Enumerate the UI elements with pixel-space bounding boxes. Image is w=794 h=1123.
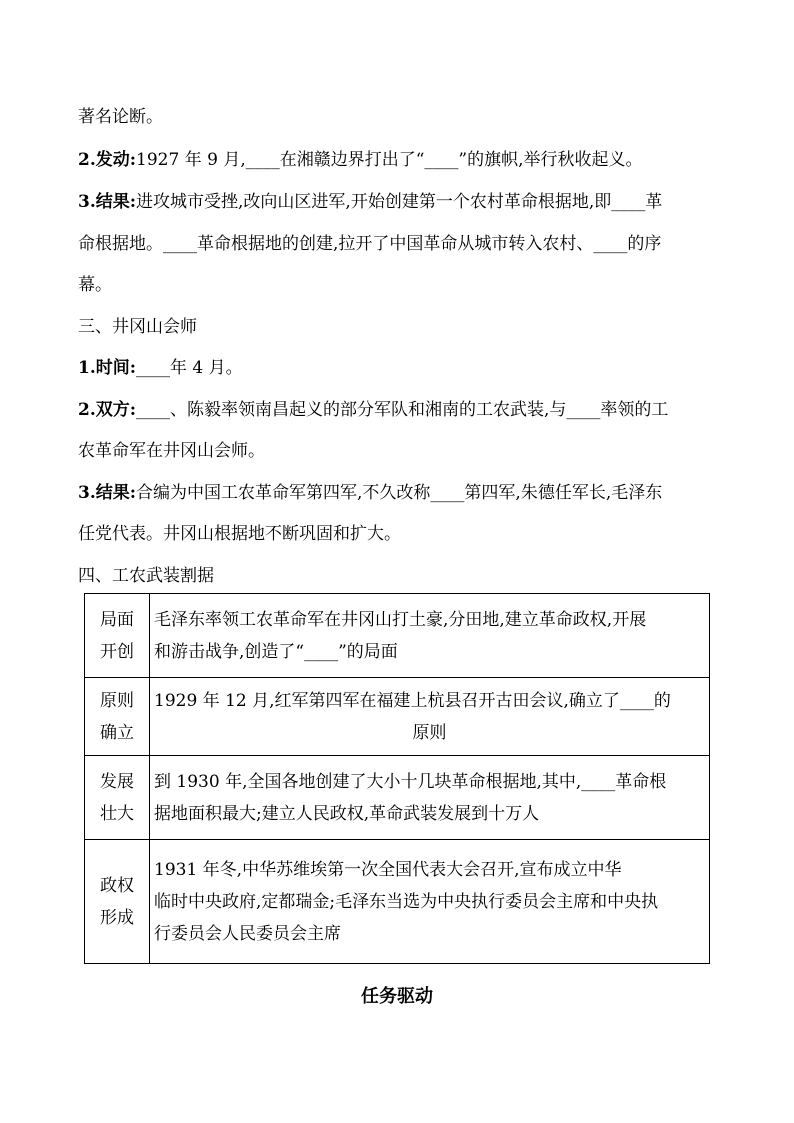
row-label <box>85 594 150 678</box>
item-result <box>78 191 662 213</box>
item-head: 2.发动: <box>78 150 137 170</box>
item-result <box>78 482 662 504</box>
content-line: 1931 年冬,中华苏维埃第一次全国代表大会召开,宣布成立中华 <box>154 859 622 880</box>
content-line: 临时中央政府,定都瑞金;毛泽东当选为中央执行委员会主席和中央执 <box>154 891 659 912</box>
item-time <box>78 357 243 379</box>
label-line: 确立 <box>100 722 134 743</box>
row-label <box>85 678 150 756</box>
section-heading: 四、工农武装割据 <box>78 566 214 586</box>
row-content <box>150 840 710 964</box>
item-body: 进攻城市受挫,改向山区进军,开始创建第一个农村革命根据地,即____革 <box>136 192 663 212</box>
row-content <box>150 678 710 756</box>
item-head: 3.结果: <box>78 192 137 212</box>
row-content <box>150 756 710 840</box>
label-line: 政权 <box>100 875 134 896</box>
item-body: 1927 年 9 月,____在湘赣边界打出了“____”的旗帜,举行秋收起义。 <box>136 150 643 170</box>
item-body: 合编为中国工农革命军第四军,不久改称____第四军,朱德任军长,毛泽东 <box>136 483 663 503</box>
row-content <box>150 594 710 678</box>
text-line: 农革命军在井冈山会师。 <box>78 441 265 461</box>
item-parties <box>78 399 668 421</box>
label-line: 局面 <box>100 609 134 630</box>
label-line: 形成 <box>100 907 134 928</box>
label-line: 开创 <box>100 641 134 662</box>
content-line: 据地面积最大;建立人民政权,革命武装发展到十万人 <box>154 803 540 824</box>
row-label <box>85 840 150 964</box>
label-line: 原则 <box>100 690 134 711</box>
text-line: 著名论断。 <box>78 107 163 127</box>
item-body: ____年 4 月。 <box>136 358 243 378</box>
item-launch <box>78 149 643 171</box>
item-body: ____、陈毅率领南昌起义的部分军队和湘南的工农武装,与____率领的工 <box>136 400 669 420</box>
content-line: 毛泽东率领工农革命军在井冈山打土豪,分田地,建立革命政权,开展 <box>154 609 647 630</box>
section-title: 任务驱动 <box>361 986 433 1007</box>
table-row <box>85 840 710 964</box>
summary-table <box>84 593 710 964</box>
text-line: 幕。 <box>78 275 112 295</box>
content-line: 1929 年 12 月,红军第四军在福建上杭县召开古田会议,确立了____的 <box>154 690 671 711</box>
row-label <box>85 756 150 840</box>
text-line: 命根据地。____革命根据地的创建,拉开了中国革命从城市转入农村、____的序 <box>78 234 662 254</box>
table-row <box>85 678 710 756</box>
table-row <box>85 594 710 678</box>
text-line: 任党代表。井冈山根据地不断巩固和扩大。 <box>78 524 401 544</box>
content-line: 原则 <box>412 722 447 743</box>
section-heading: 三、井冈山会师 <box>78 317 197 337</box>
label-line: 发展 <box>100 771 134 792</box>
table-row <box>85 756 710 840</box>
content-line: 到 1930 年,全国各地创建了大小十几块革命根据地,其中,____革命根 <box>154 771 667 792</box>
item-head: 3.结果: <box>78 483 137 503</box>
label-line: 壮大 <box>100 803 134 824</box>
item-head: 2.双方: <box>78 400 137 420</box>
content-line: 和游击战争,创造了“____”的局面 <box>154 641 398 662</box>
item-head: 1.时间: <box>78 358 137 378</box>
content-line: 行委员会人民委员会主席 <box>154 923 341 944</box>
